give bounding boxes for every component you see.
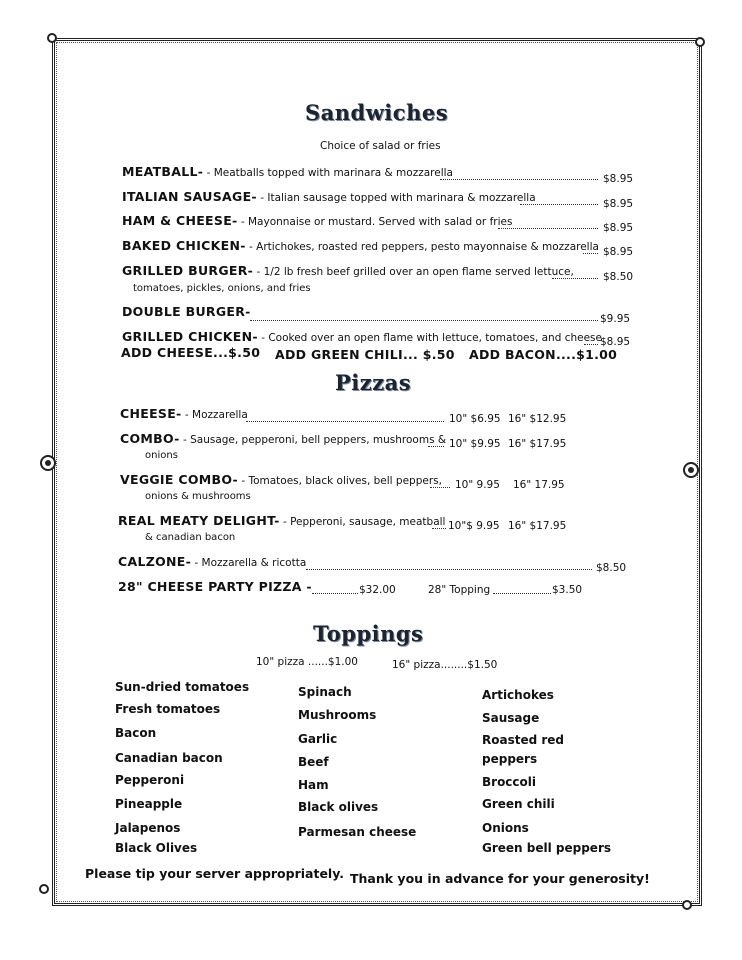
item-price: $8.50 [603, 271, 634, 283]
item-price: $8.95 [603, 173, 634, 185]
addon-bacon: ADD BACON....$1.00 [469, 347, 618, 362]
topping-item: Artichokes [482, 688, 554, 702]
menu-item: GRILLED BURGER- - 1/2 lb fresh beef grilled over an open flame served lettuce, [122, 263, 574, 278]
topping-item: Green bell peppers [482, 841, 612, 855]
party-topping-price: $3.50 [552, 584, 583, 596]
menu-item: MEATBALL- - Meatballs topped with marinara & mozzarella [122, 164, 453, 179]
topping-item: Garlic [298, 732, 338, 746]
price-10-inch: 10"$ 9.95 [448, 520, 500, 532]
party-pizza-price: $32.00 [359, 584, 396, 596]
topping-item: Mushrooms [298, 708, 377, 722]
topping-item: Pepperoni [115, 773, 185, 787]
sandwiches-title: Sandwiches [305, 100, 449, 125]
price-10-inch: 10" $6.95 [449, 413, 501, 425]
leader-dots [583, 253, 598, 254]
leader-dots [432, 528, 446, 529]
leader-dots [428, 446, 444, 447]
topping-item: Sun-dried tomatoes [115, 680, 250, 694]
leader-dots [306, 569, 592, 570]
topping-item: Sausage [482, 711, 540, 725]
pizzas-title: Pizzas [335, 370, 412, 395]
menu-item: DOUBLE BURGER- [122, 304, 251, 319]
price-16-inch: 16" $12.95 [508, 413, 567, 425]
price-16-inch: 16" $17.95 [508, 438, 567, 450]
topping-item: Bacon [115, 726, 157, 740]
corner-ornament-top-left [47, 33, 57, 43]
item-price: $8.95 [603, 222, 634, 234]
leader-dots [250, 320, 598, 321]
topping-item: Onions [482, 821, 529, 835]
item-price: $9.95 [600, 313, 631, 325]
leader-dots [584, 344, 598, 345]
topping-item: Black olives [298, 800, 379, 814]
topping-item: Broccoli [482, 775, 537, 789]
item-price: $8.95 [603, 198, 634, 210]
toppings-title: Toppings [313, 621, 424, 646]
addon-green-chili: ADD GREEN CHILI... $.50 [275, 347, 455, 362]
menu-item: CALZONE- - Mozzarella & ricotta [118, 554, 307, 569]
party-pizza: 28" CHEESE PARTY PIZZA - [118, 579, 312, 594]
leader-dots [493, 593, 551, 594]
topping-item: Pineapple [115, 797, 183, 811]
price-10-inch: 10" 9.95 [455, 479, 500, 491]
topping-item: Ham [298, 778, 329, 792]
menu-item: CHEESE- - Mozzarella [120, 406, 248, 421]
item-price: $8.95 [603, 246, 634, 258]
topping-item: Green chili [482, 797, 555, 811]
topping-item: Jalapenos [115, 821, 181, 835]
topping-item: Parmesan cheese [298, 825, 417, 839]
leader-dots [498, 228, 598, 229]
corner-ornament-bottom-left [39, 884, 49, 894]
menu-item: VEGGIE COMBO- - Tomatoes, black olives, bell peppers, [120, 472, 442, 487]
sandwiches-subtitle: Choice of salad or fries [320, 140, 441, 152]
footer-thanks-note: Thank you in advance for your generosity! [350, 871, 650, 886]
topping-price-10: 10" pizza ......$1.00 [256, 656, 358, 668]
addon-cheese: ADD CHEESE...$.50 [121, 345, 261, 360]
leader-dots [440, 179, 598, 180]
leader-dots [312, 593, 358, 594]
menu-item: HAM & CHEESE- - Mayonnaise or mustard. Served with salad or fries [122, 213, 513, 228]
topping-item: Roasted red [482, 733, 565, 747]
topping-item: Beef [298, 755, 329, 769]
menu-item: GRILLED CHICKEN- - Cooked over an open flame with lettuce, tomatoes, and cheese [122, 329, 602, 344]
item-price: $8.95 [600, 336, 631, 348]
corner-ornament-bottom-right [682, 900, 692, 910]
leader-dots [552, 278, 598, 279]
item-price: $8.50 [596, 562, 627, 574]
leader-dots [520, 204, 598, 205]
topping-item: Black Olives [115, 841, 198, 855]
topping-item: Fresh tomatoes [115, 702, 221, 716]
menu-item: BAKED CHICKEN- - Artichokes, roasted red peppers, pesto mayonnaise & mozzarella [122, 238, 599, 253]
topping-item: peppers [482, 752, 538, 766]
topping-price-16: 16" pizza........$1.50 [392, 659, 498, 671]
item-description-continued: onions & mushrooms [145, 491, 251, 502]
medallion-right-icon [683, 462, 699, 478]
menu-item: REAL MEATY DELIGHT- - Pepperoni, sausage, meatball [118, 513, 446, 528]
corner-ornament-top-right [695, 37, 705, 47]
party-topping-label: 28" Topping [428, 584, 491, 596]
item-description-continued: & canadian bacon [145, 532, 236, 543]
price-16-inch: 16" $17.95 [508, 520, 567, 532]
footer-tip-note: Please tip your server appropriately. [85, 866, 344, 881]
topping-item: Spinach [298, 685, 352, 699]
leader-dots [246, 421, 444, 422]
menu-item: COMBO- - Sausage, pepperoni, bell peppers, mushrooms & [120, 431, 447, 446]
item-description-continued: tomatoes, pickles, onions, and fries [133, 283, 311, 294]
leader-dots [430, 487, 450, 488]
price-16-inch: 16" 17.95 [513, 479, 565, 491]
medallion-left-icon [40, 455, 56, 471]
price-10-inch: 10" $9.95 [449, 438, 501, 450]
topping-item: Canadian bacon [115, 751, 223, 765]
item-description-continued: onions [145, 450, 178, 461]
menu-item: ITALIAN SAUSAGE- - Italian sausage topped with marinara & mozzarella [122, 189, 536, 204]
